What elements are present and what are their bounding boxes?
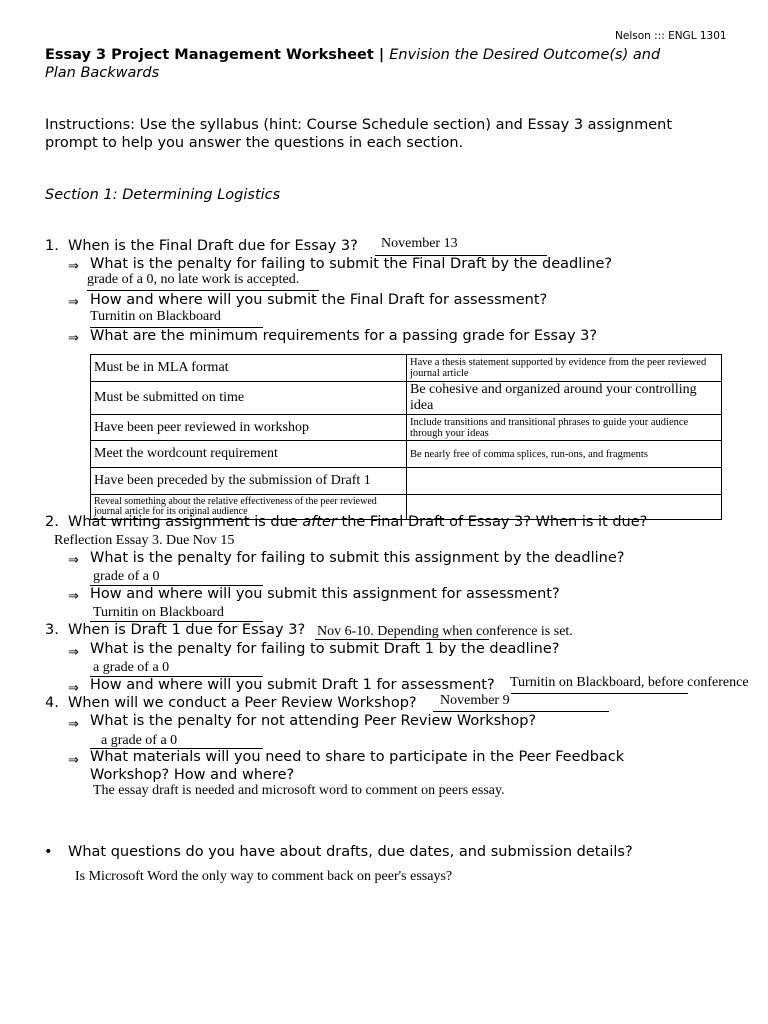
- q1-sub1-arrow-icon: ⇒: [68, 259, 79, 274]
- q2-sub2-question: How and where will you submit this assignment for assessment?: [90, 586, 560, 602]
- q3-answer: Nov 6-10. Depending when conference is set.: [317, 624, 573, 639]
- requirement-cell: Have been preceded by the submission of Draft 1: [91, 468, 407, 495]
- q1-sub3-question: What are the minimum requirements for a passing grade for Essay 3?: [90, 328, 598, 344]
- q1-sub1-answer-line: [87, 290, 319, 291]
- instructions-line2: prompt to help you answer the questions in each section.: [45, 135, 464, 151]
- requirement-cell: Must be submitted on time: [91, 382, 407, 415]
- q1-sub1-question: What is the penalty for failing to submit the Final Draft by the deadline?: [90, 256, 613, 272]
- q2-sub1-arrow-icon: ⇒: [68, 553, 79, 568]
- instructions-line1: Instructions: Use the syllabus (hint: Course Schedule section) and Essay 3 assignment: [45, 117, 673, 133]
- section-heading: Section 1: Determining Logistics: [45, 187, 281, 203]
- bullet-question: What questions do you have about drafts, due dates, and submission details?: [68, 844, 633, 860]
- q2-sub1-question: What is the penalty for failing to submit this assignment by the deadline?: [90, 550, 625, 566]
- bullet-icon: •: [44, 844, 53, 860]
- requirement-cell: Be nearly free of comma splices, run-ons, and fragments: [407, 441, 722, 468]
- header-course-label: Nelson ::: ENGL 1301: [615, 30, 727, 42]
- q1-number: 1.: [45, 238, 59, 254]
- q1-answer: November 13: [381, 236, 458, 251]
- q4-sub1-question: What is the penalty for not attending Peer Review Workshop?: [90, 713, 537, 729]
- q2-sub1-answer: grade of a 0: [93, 569, 160, 584]
- q4-answer-line: [433, 711, 609, 712]
- q1-sub3-arrow-icon: ⇒: [68, 331, 79, 346]
- q3-sub2-arrow-icon: ⇒: [68, 681, 79, 696]
- bullet-answer: Is Microsoft Word the only way to comment back on peer's essays?: [75, 869, 453, 884]
- requirement-cell: Be cohesive and organized around your controlling idea: [407, 382, 722, 415]
- table-row: [91, 355, 722, 382]
- q2-sub2-answer: Turnitin on Blackboard: [93, 605, 224, 620]
- requirement-cell: Have been peer reviewed in workshop: [91, 415, 407, 441]
- q3-sub1-answer: a grade of a 0: [93, 660, 170, 675]
- q1-sub2-question: How and where will you submit the Final Draft for assessment?: [90, 292, 548, 308]
- q2-question-part2: the Final Draft of Essay 3? When is it due?: [336, 514, 648, 530]
- table-row: [91, 468, 722, 495]
- q3-sub2-answer: Turnitin on Blackboard, before conference: [510, 675, 749, 690]
- q4-sub1-arrow-icon: ⇒: [68, 717, 79, 732]
- q4-sub1-answer: a grade of a 0: [101, 733, 178, 748]
- requirement-cell: Have a thesis statement supported by evidence from the peer reviewed journal article: [407, 355, 722, 382]
- q4-question: When will we conduct a Peer Review Workshop?: [68, 695, 417, 711]
- requirement-cell: Must be in MLA format: [91, 355, 407, 382]
- requirement-cell: Meet the wordcount requirement: [91, 441, 407, 468]
- q2-question-emphasis: after: [302, 514, 337, 530]
- q4-number: 4.: [45, 695, 59, 711]
- q2-sub2-arrow-icon: ⇒: [68, 589, 79, 604]
- table-row: [91, 441, 722, 468]
- q4-sub2-answer: The essay draft is needed and microsoft word to comment on peers essay.: [93, 783, 505, 798]
- q4-sub2-question-line1: What materials will you need to share to participate in the Peer Feedback: [90, 749, 625, 765]
- q4-sub2-arrow-icon: ⇒: [68, 753, 79, 768]
- q3-sub2-answer-line: [511, 693, 688, 694]
- q3-sub1-question: What is the penalty for failing to submit Draft 1 by the deadline?: [90, 641, 560, 657]
- q3-sub1-arrow-icon: ⇒: [68, 645, 79, 660]
- q1-sub2-arrow-icon: ⇒: [68, 295, 79, 310]
- q3-question: When is Draft 1 due for Essay 3?: [68, 622, 306, 638]
- requirement-cell: Include transitions and transitional phrases to guide your audience through your ideas: [407, 415, 722, 441]
- q2-question: [68, 514, 647, 530]
- requirement-cell: Reveal something about the relative effectiveness of the peer reviewed journal article for its original audience: [91, 495, 407, 520]
- requirement-cell: [407, 468, 722, 495]
- q2-answer: Reflection Essay 3. Due Nov 15: [54, 533, 235, 548]
- table-row: [91, 415, 722, 441]
- title-main: Essay 3 Project Management Worksheet |: [45, 47, 390, 63]
- table-row: [91, 382, 722, 415]
- title-subtitle-line1: Envision the Desired Outcome(s) and: [389, 47, 661, 63]
- q3-sub2-question: How and where will you submit Draft 1 for assessment?: [90, 677, 495, 693]
- q4-answer: November 9: [440, 693, 510, 708]
- q1-question: When is the Final Draft due for Essay 3?: [68, 238, 358, 254]
- q1-sub1-answer: grade of a 0, no late work is accepted.: [87, 272, 300, 287]
- title-subtitle-line2: Plan Backwards: [45, 65, 160, 81]
- q2-question-part1: What writing assignment is due: [68, 514, 303, 530]
- page-title: [45, 47, 660, 63]
- q1-sub2-answer: Turnitin on Blackboard: [90, 309, 221, 324]
- requirements-table: [90, 354, 722, 520]
- q2-number: 2.: [45, 514, 59, 530]
- q3-number: 3.: [45, 622, 59, 638]
- q4-sub2-question-line2: Workshop? How and where?: [90, 767, 295, 783]
